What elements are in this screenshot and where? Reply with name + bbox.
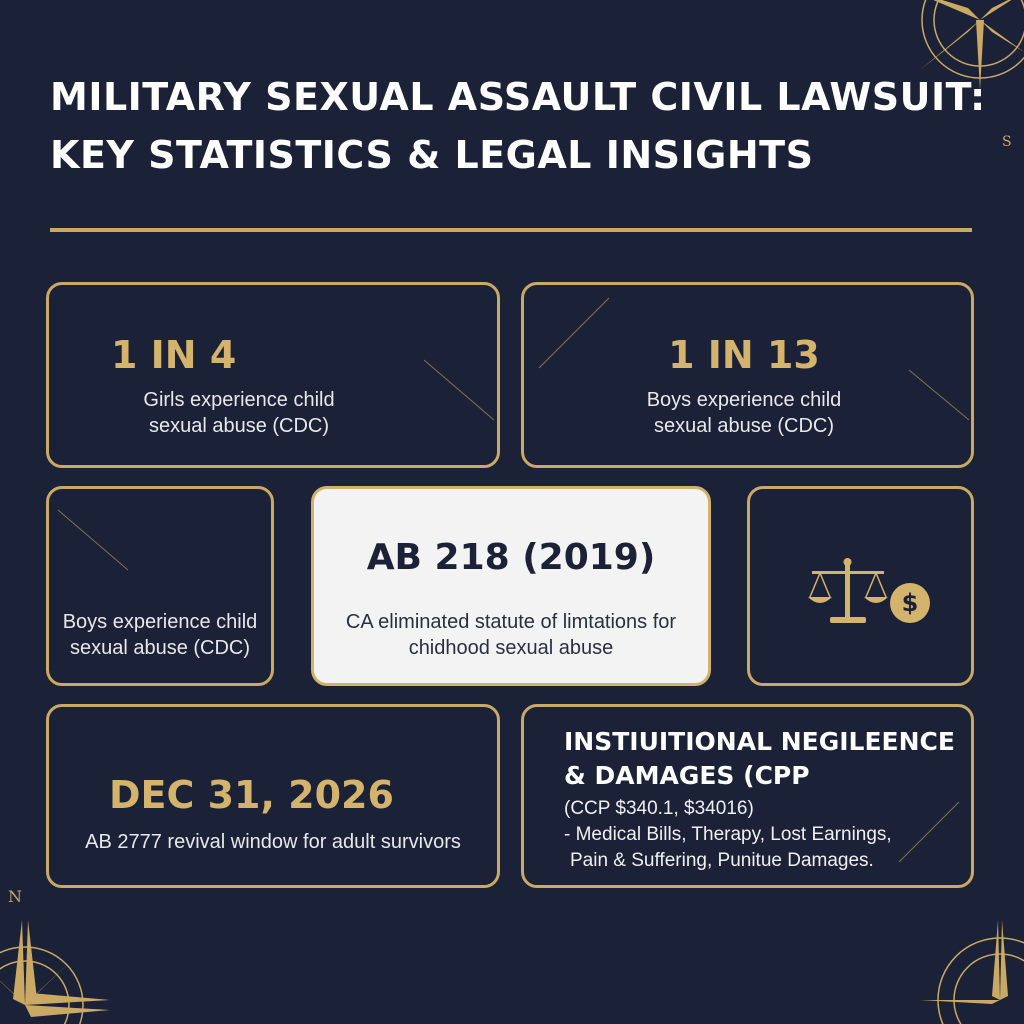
compass-rose-icon (0, 880, 150, 1024)
gleam-decoration (894, 797, 964, 867)
desc-line: sexual abuse (CDC) (69, 637, 251, 659)
gleam-decoration (419, 355, 499, 425)
damages-heading (564, 725, 955, 793)
heading-line: & DAMAGES (CPP (564, 761, 810, 790)
desc-line: sexual abuse (CDC) (653, 415, 835, 437)
stat-card-boys (521, 282, 974, 468)
desc-line: Girls experience child (143, 389, 335, 411)
stat-value: 1 IN 4 (111, 333, 237, 377)
desc-line: sexual abuse (CDC) (148, 415, 330, 437)
compass-letter-s: S (1002, 134, 1012, 150)
stat-description (89, 387, 389, 439)
stat-card-girls (46, 282, 500, 468)
desc-line: Boys experience child (646, 389, 842, 411)
dollar-coin-icon: $ (890, 583, 930, 623)
title-line-1: MILITARY SEXUAL ASSAULT CIVIL LAWSUIT: (50, 75, 986, 119)
compass-rose-icon (900, 900, 1024, 1024)
scales-card (747, 486, 974, 686)
deadline-value: DEC 31, 2026 (109, 773, 394, 817)
stat-description (594, 387, 894, 439)
scales-icon (806, 557, 890, 627)
damages-list-line: Pain & Suffering, Punitue Damages. (570, 850, 874, 871)
title-divider (50, 228, 972, 232)
heading-line: INSTIUITIONAL NEGILEENCE (564, 727, 955, 756)
deadline-description: AB 2777 revival window for adult survivors (85, 831, 461, 853)
stat-description (49, 609, 271, 661)
stat-card-boys-repeat (46, 486, 274, 686)
ab218-card (311, 486, 711, 686)
title-line-2: KEY STATISTICS & LEGAL INSIGHTS (50, 133, 814, 177)
damages-card (521, 704, 974, 888)
desc-line: chidhood sexual abuse (408, 637, 614, 659)
desc-line: CA eliminated statute of limtations for (345, 611, 677, 633)
page-title (50, 68, 990, 184)
compass-letter-n: N (8, 887, 22, 906)
stat-value: 1 IN 13 (668, 333, 820, 377)
stat-value: AB 218 (2019) (366, 537, 656, 578)
damages-list-line: - Medical Bills, Therapy, Lost Earnings, (564, 824, 892, 845)
deadline-card (46, 704, 500, 888)
stat-description (314, 609, 708, 661)
damages-citation: (CCP $340.1, $34016) (564, 798, 754, 819)
desc-line: Boys experience child (62, 611, 258, 633)
gleam-decoration (53, 505, 133, 575)
